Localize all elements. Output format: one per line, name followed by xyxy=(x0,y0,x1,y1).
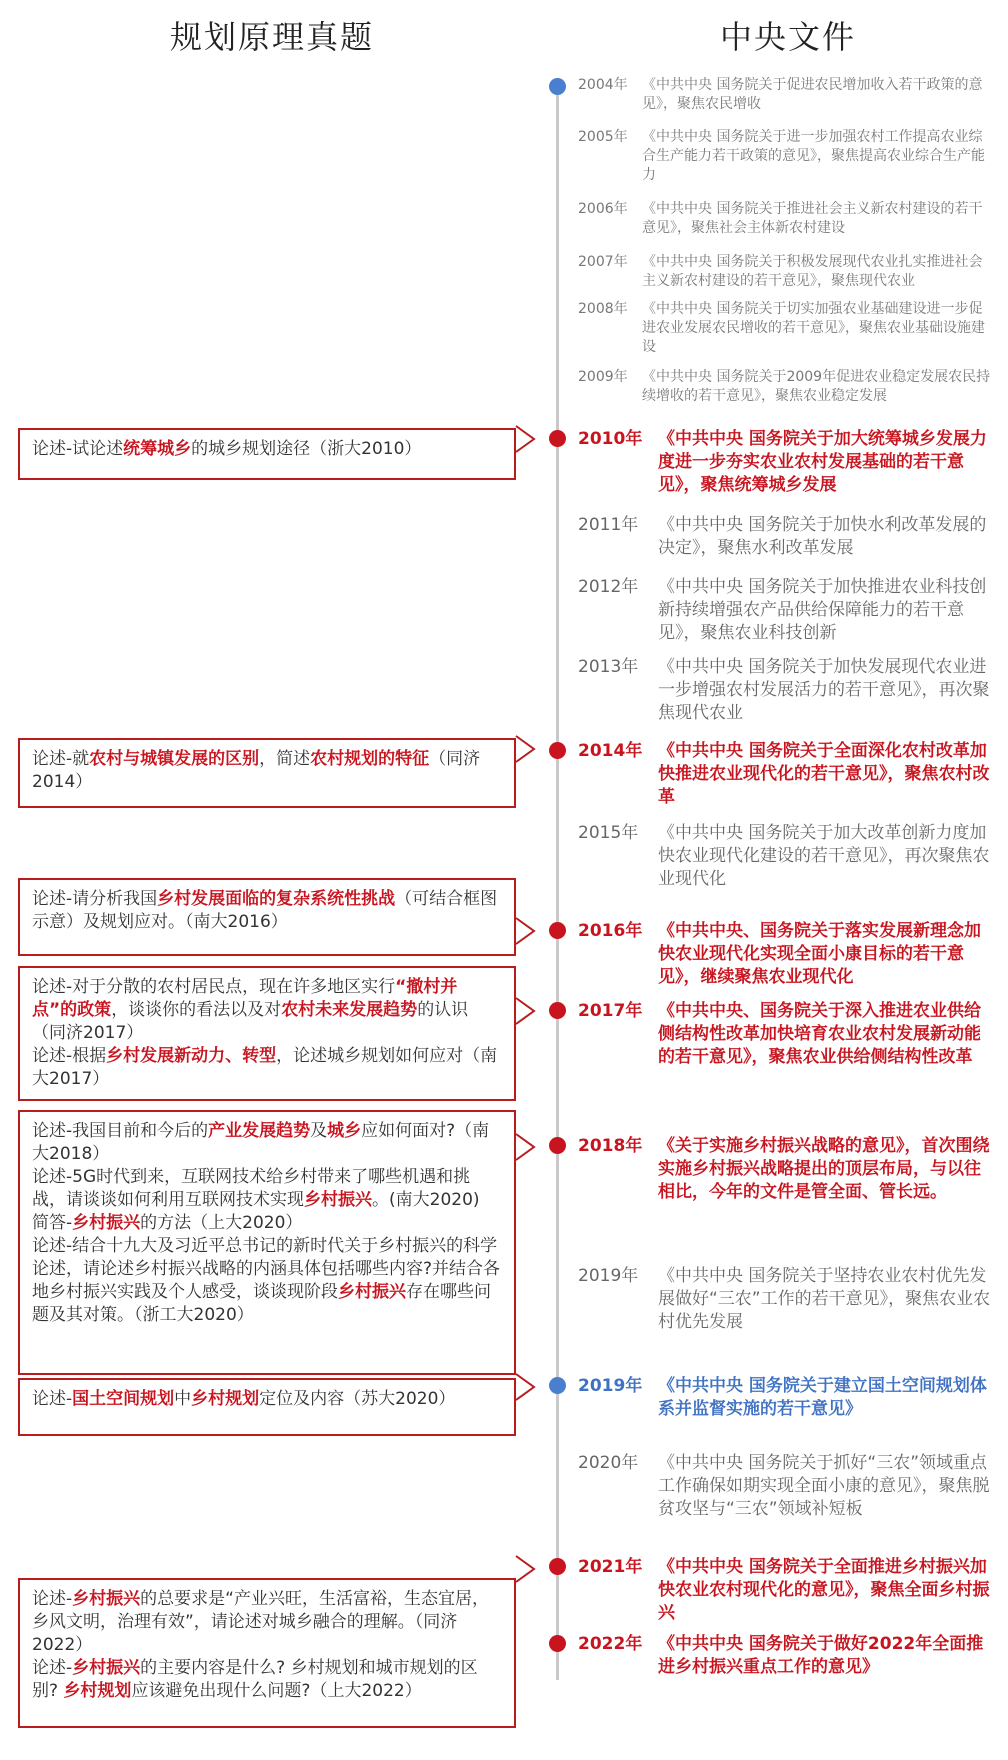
pointer-arrow-icon xyxy=(514,424,538,454)
timeline-document-text: 《中共中央、国务院关于落实发展新理念加快农业现代化实现全面小康目标的若干意见》，继续聚焦农业现代化 xyxy=(658,921,981,987)
highlighted-keyword: 乡村振兴 xyxy=(72,1213,141,1233)
timeline-year: 2008年 xyxy=(578,301,628,317)
pointer-arrow-icon xyxy=(514,734,538,764)
timeline-year: 2005年 xyxy=(578,129,628,145)
exam-question-box xyxy=(18,1578,516,1728)
exam-question xyxy=(32,1212,502,1235)
timeline-entry xyxy=(578,1452,993,1521)
timeline-document-text: 《中共中央 国务院关于积极发展现代农业扎实推进社会主义新农村建设的若干意见》，聚焦现代农业 xyxy=(642,254,983,289)
question-text: 论述-就 xyxy=(32,749,90,769)
question-text: 简答- xyxy=(32,1213,73,1233)
timeline-year: 2017年 xyxy=(578,1001,643,1021)
timeline-document-text: 《中共中央 国务院关于加大改革创新力度加快农业现代化建设的若干意见》，再次聚焦农业现代化 xyxy=(658,823,990,889)
question-text: 应该避免出现什么问题?（上大2022） xyxy=(131,1681,422,1701)
highlighted-keyword: 乡村振兴 xyxy=(72,1658,141,1678)
exam-question xyxy=(32,888,502,934)
timeline-entry xyxy=(578,822,993,891)
timeline-marker-dot xyxy=(549,78,566,95)
timeline-marker-dot xyxy=(549,1558,566,1575)
timeline-marker-dot xyxy=(549,430,566,447)
pointer-arrow-icon xyxy=(514,916,538,946)
highlighted-keyword: 乡村规划 xyxy=(63,1681,132,1701)
pointer-arrow-icon xyxy=(514,1554,538,1584)
timeline-document-text: 《中共中央 国务院关于全面推进乡村振兴加快农业农村现代化的意见》，聚焦全面乡村振兴 xyxy=(658,1557,990,1623)
question-text: 论述- xyxy=(32,1589,73,1609)
question-text: 论述-5G时代到来，互联网技术给乡村带来了哪些机遇和挑战，请谈谈如何利用互联网技术实现 xyxy=(32,1167,471,1210)
question-text: 的城乡规划途径（浙大2010） xyxy=(191,439,422,459)
exam-question xyxy=(32,1588,502,1657)
pointer-arrow-icon xyxy=(514,1372,538,1402)
question-text: ，谈谈你的看法以及对 xyxy=(111,1000,282,1020)
timeline-entry xyxy=(578,656,993,725)
timeline-marker-dot xyxy=(549,742,566,759)
timeline-entry xyxy=(578,1556,993,1625)
right-column-title: 中央文件 xyxy=(720,18,857,56)
question-text: 论述-请分析我国 xyxy=(32,889,158,909)
exam-question-box xyxy=(18,878,516,956)
highlighted-keyword: 产业发展趋势 xyxy=(208,1121,311,1141)
highlighted-keyword: 农村与城镇发展的区别 xyxy=(89,749,260,769)
exam-question-box xyxy=(18,966,516,1101)
timeline-year: 2010年 xyxy=(578,429,643,449)
question-text: 论述-根据 xyxy=(32,1046,107,1066)
timeline-entry xyxy=(578,76,993,114)
timeline-year: 2018年 xyxy=(578,1136,643,1156)
question-text: 及 xyxy=(310,1121,328,1141)
question-text: 论述-试论述 xyxy=(32,439,124,459)
timeline-entry xyxy=(578,514,993,560)
highlighted-keyword: 乡村发展面临的复杂系统性挑战 xyxy=(157,889,396,909)
timeline-year: 2019年 xyxy=(578,1376,643,1396)
highlighted-keyword: 乡村振兴 xyxy=(304,1190,372,1210)
timeline-document-text: 《中共中央 国务院关于建立国土空间规划体系并监督实施的若干意见》 xyxy=(658,1376,987,1419)
timeline-entry xyxy=(578,128,993,185)
timeline-document-text: 《中共中央 国务院关于全面深化农村改革加快推进农业现代化的若干意见》，聚焦农村改革 xyxy=(658,741,990,807)
timeline-document-text: 《中共中央 国务院关于做好2022年全面推进乡村振兴重点工作的意见》 xyxy=(658,1634,984,1677)
highlighted-keyword: 农村规划的特征 xyxy=(310,749,430,769)
highlighted-keyword: 乡村振兴 xyxy=(338,1282,406,1302)
timeline-document-text: 《中共中央 国务院关于切实加强农业基础建设进一步促进农业发展农民增收的若干意见》，聚焦农业基础设施建设 xyxy=(642,301,985,355)
timeline-year: 2009年 xyxy=(578,369,628,385)
question-text: 的总要求是“产业兴旺，生活富裕，生态宜居，乡风文明，治理有效”，请论述对城乡融合的理解。（同济2022） xyxy=(32,1589,489,1655)
question-text: ，论述城乡规划如何应对（南大2017） xyxy=(32,1046,498,1089)
question-text: 论述-对于分散的农村居民点，现在许多地区实行 xyxy=(32,977,396,997)
highlighted-keyword: “撤村并点”的政策 xyxy=(32,977,458,1020)
timeline-document-text: 《中共中央 国务院关于加快推进农业科技创新持续增强农产品供给保障能力的若干意见》，聚焦农业科技创新 xyxy=(658,577,987,643)
exam-question-box xyxy=(18,428,516,480)
timeline-year: 2013年 xyxy=(578,657,639,677)
exam-question-box xyxy=(18,738,516,808)
question-text: 的主要内容是什么? 乡村规划和城市规划的区别? xyxy=(32,1658,478,1701)
timeline-marker-dot xyxy=(549,922,566,939)
question-text: 论述-我国目前和今后的 xyxy=(32,1121,209,1141)
question-text: 。(南大2020) xyxy=(372,1190,480,1210)
exam-question xyxy=(32,1166,502,1212)
question-text: ，简述 xyxy=(259,749,311,769)
exam-question xyxy=(32,1388,502,1411)
question-text: 论述- xyxy=(32,1658,73,1678)
timeline-marker-dot xyxy=(549,1635,566,1652)
timeline-document-text: 《中共中央 国务院关于加快水利改革发展的决定》，聚焦水利改革发展 xyxy=(658,515,987,558)
question-text: 存在哪些问题及其对策。（浙工大2020） xyxy=(32,1282,491,1325)
exam-question-box xyxy=(18,1378,516,1436)
timeline-entry xyxy=(578,300,993,357)
timeline-entry xyxy=(578,428,993,497)
timeline-marker-dot xyxy=(549,1377,566,1394)
question-text: 论述-结合十九大及习近平总书记的新时代关于乡村振兴的科学论述，请论述乡村振兴战略的内涵具体包括哪些内容?并结合各地乡村振兴实践及个人感受，谈谈现阶段 xyxy=(32,1236,501,1302)
timeline-entry xyxy=(578,1000,993,1069)
exam-question xyxy=(32,748,502,794)
exam-question-box xyxy=(18,1110,516,1375)
timeline-document-text: 《关于实施乡村振兴战略的意见》，首次围绕实施乡村振兴战略提出的顶层布局，与以往相比，今年的文件是管全面、管长远。 xyxy=(658,1136,990,1202)
highlighted-keyword: 统筹城乡 xyxy=(123,439,192,459)
timeline-year: 2016年 xyxy=(578,921,643,941)
timeline-year: 2006年 xyxy=(578,201,628,217)
highlighted-keyword: 乡村振兴 xyxy=(72,1589,141,1609)
timeline-year: 2019年 xyxy=(578,1266,639,1286)
timeline-document-text: 《中共中央 国务院关于进一步加强农村工作提高农业综合生产能力若干政策的意见》，聚焦提高农业综合生产能力 xyxy=(642,129,985,183)
timeline-marker-dot xyxy=(549,1137,566,1154)
exam-question xyxy=(32,1657,502,1703)
timeline-entry xyxy=(578,740,993,809)
question-text: （同济2014） xyxy=(32,749,481,792)
timeline-entry xyxy=(578,368,993,406)
timeline-document-text: 《中共中央、国务院关于深入推进农业供给侧结构性改革加快培育农业农村发展新动能的若干意见》，聚焦农业供给侧结构性改革 xyxy=(658,1001,981,1067)
timeline-year: 2015年 xyxy=(578,823,639,843)
timeline-entry xyxy=(578,253,993,291)
timeline-document-text: 《中共中央 国务院关于抓好“三农”领域重点工作确保如期实现全面小康的意见》，聚焦脱贫攻坚与“三农”领域补短板 xyxy=(658,1453,990,1519)
question-text: 的方法（上大2020） xyxy=(140,1213,303,1233)
highlighted-keyword: 农村未来发展趋势 xyxy=(281,1000,418,1020)
question-text: 论述- xyxy=(32,1389,73,1409)
timeline-entry xyxy=(578,1135,993,1204)
timeline-entry xyxy=(578,576,993,645)
timeline-year: 2021年 xyxy=(578,1557,643,1577)
timeline-year: 2011年 xyxy=(578,515,639,535)
timeline-entry xyxy=(578,920,993,989)
timeline-document-text: 《中共中央 国务院关于加快发展现代农业进一步增强农村发展活力的若干意见》，再次聚焦现代农业 xyxy=(658,657,990,723)
timeline-entry xyxy=(578,1265,993,1334)
question-text: 定位及内容（苏大2020） xyxy=(259,1389,456,1409)
exam-question xyxy=(32,438,502,461)
timeline-entry xyxy=(578,200,993,238)
left-column-title: 规划原理真题 xyxy=(170,18,375,56)
question-text: 中 xyxy=(174,1389,192,1409)
highlighted-keyword: 国土空间规划 xyxy=(72,1389,175,1409)
timeline-entry xyxy=(578,1375,993,1421)
timeline-year: 2022年 xyxy=(578,1634,643,1654)
timeline-entry xyxy=(578,1633,993,1679)
highlighted-keyword: 乡村规划 xyxy=(191,1389,260,1409)
timeline-document-text: 《中共中央 国务院关于2009年促进农业稳定发展农民持续增收的若干意见》，聚焦农业稳定发展 xyxy=(642,369,991,404)
question-text: （可结合框图示意）及规划应对。（南大2016） xyxy=(32,889,498,932)
exam-question xyxy=(32,1045,502,1091)
timeline-year: 2012年 xyxy=(578,577,639,597)
timeline-document-text: 《中共中央 国务院关于坚持农业农村优先发展做好“三农”工作的若干意见》，聚焦农业农村优先发展 xyxy=(658,1266,991,1332)
pointer-arrow-icon xyxy=(514,1132,538,1162)
question-text: 应如何面对?（南大2018） xyxy=(32,1121,490,1164)
timeline-year: 2007年 xyxy=(578,254,628,270)
timeline-line xyxy=(556,86,559,1680)
exam-question xyxy=(32,976,502,1045)
timeline-document-text: 《中共中央 国务院关于促进农民增加收入若干政策的意见》，聚焦农民增收 xyxy=(642,77,983,112)
timeline-year: 2014年 xyxy=(578,741,643,761)
highlighted-keyword: 城乡 xyxy=(327,1121,362,1141)
timeline-year: 2004年 xyxy=(578,77,628,93)
timeline-document-text: 《中共中央 国务院关于加大统筹城乡发展力度进一步夯实农业农村发展基础的若干意见》，聚焦统筹城乡发展 xyxy=(658,429,987,495)
exam-question xyxy=(32,1235,502,1327)
exam-question xyxy=(32,1120,502,1166)
highlighted-keyword: 乡村发展新动力、转型 xyxy=(106,1046,277,1066)
timeline-year: 2020年 xyxy=(578,1453,639,1473)
pointer-arrow-icon xyxy=(514,996,538,1026)
timeline-document-text: 《中共中央 国务院关于推进社会主义新农村建设的若干意见》，聚焦社会主体新农村建设 xyxy=(642,201,983,236)
question-text: 的认识（同济2017） xyxy=(32,1000,469,1043)
timeline-marker-dot xyxy=(549,1002,566,1019)
